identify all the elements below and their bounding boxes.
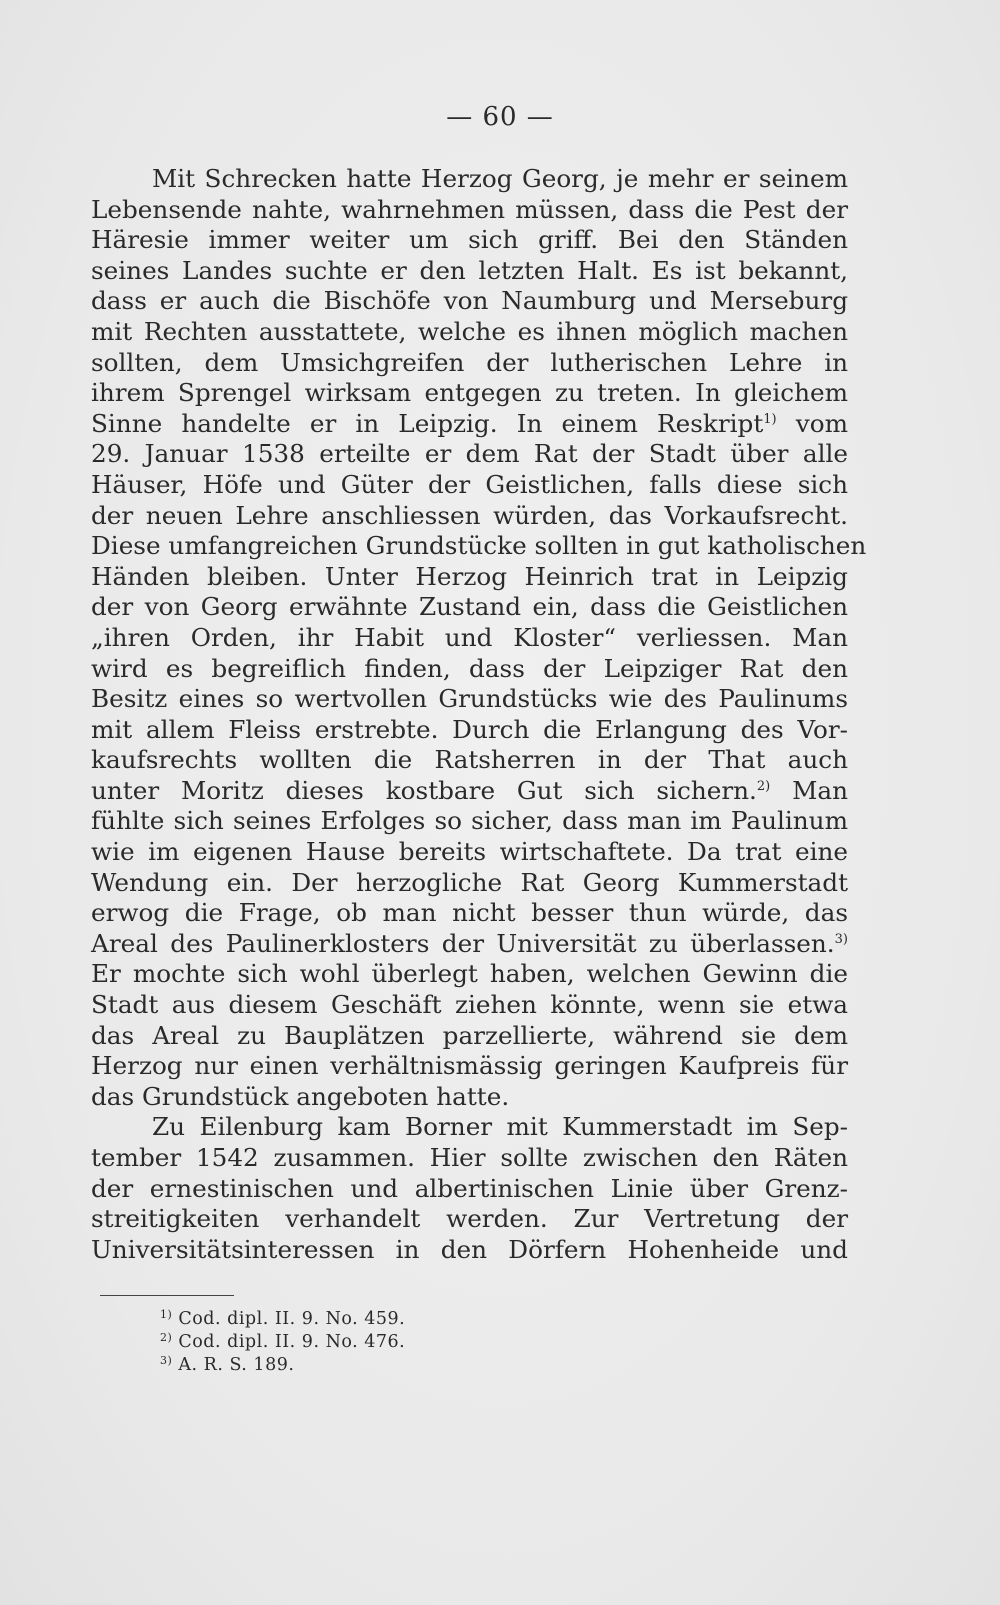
footnote-text: Cod. dipl. II. 9. No. 476. [178,1332,406,1352]
text-line: wie im eigenen Hause bereits wirtschaftete. Da trat eine [91,837,848,867]
text-line: das Grundstück angeboten hatte. [91,1081,510,1111]
text-line: Herzog nur einen verhältnismässig geringen Kaufpreis für [91,1051,848,1081]
text-line: der ernestinischen und albertinischen Linie über Grenz- [91,1173,848,1203]
text-line: ihrem Sprengel wirksam entgegen zu treten. In gleichem [91,378,848,408]
text-line: Zu Eilenburg kam Borner mit Kummerstadt im Sep- [152,1112,848,1142]
text-line: 29. Januar 1538 erteilte er dem Rat der Stadt über alle [91,439,848,469]
footnote-mark: 3) [160,1354,173,1367]
text-line-with-footnote-3 [91,929,848,960]
footnote-ref-2: 2) [756,778,771,794]
text-line: der neuen Lehre anschliessen würden, das Vorkaufsrecht. [91,500,848,530]
text-line: Stadt aus diesem Geschäft ziehen könnte, wenn sie etwa [91,990,848,1020]
footnote-ref-1: 1) [763,411,777,427]
text-segment: Sinne handelte er in Leipzig. In einem Reskript [91,408,764,438]
text-line: Häuser, Höfe und Güter der Geistlichen, falls diese sich [91,469,848,499]
footnote-divider [100,1295,234,1296]
footnote-mark: 2) [160,1331,173,1344]
body-text [91,164,867,1265]
text-line: Lebensende nahte, wahrnehmen müssen, dass die Pest der [91,194,848,224]
text-line: Diese umfangreichen Grundstücke sollten in gut katholischen [91,531,867,561]
text-line: erwog die Frage, ob man nicht besser thun würde, das [91,898,848,928]
text-line: Häresie immer weiter um sich griff. Bei den Ständen [91,225,848,255]
text-line: sollten, dem Umsichgreifen der lutherischen Lehre in [91,347,848,377]
footnote-1 [160,1308,580,1331]
text-line: das Areal zu Bauplätzen parzellierte, während sie dem [91,1020,848,1050]
text-line: Händen bleiben. Unter Herzog Heinrich trat in Leipzig [91,561,848,591]
text-line: fühlte sich seines Erfolges so sicher, dass man im Paulinum [91,806,848,836]
text-line: tember 1542 zusammen. Hier sollte zwischen den Räten [91,1143,848,1172]
page-number-header: — 60 — [446,102,554,132]
footnote-3 [160,1354,580,1377]
text-line: „ihren Orden, ihr Habit und Kloster“ verliessen. Man [91,622,848,652]
text-segment: vom [795,408,848,438]
text-line: streitigkeiten verhandelt werden. Zur Vertretung der [91,1204,848,1234]
footnotes [160,1308,580,1377]
text-line: Universitätsinteressen in den Dörfern Hohenheide und [91,1234,848,1264]
text-line: Er mochte sich wohl überlegt haben, welchen Gewinn die [91,959,848,989]
text-segment: Areal des Paulinerklosters der Universität zu überlassen. [91,928,835,958]
footnote-mark: 1) [160,1308,173,1321]
footnote-text: Cod. dipl. II. 9. No. 459. [178,1309,406,1329]
footnote-ref-3: 3) [834,931,848,947]
text-segment: unter Moritz dieses kostbare Gut sich sichern. [91,775,757,805]
text-line-with-footnote-2 [91,776,848,807]
text-line-with-footnote-1 [91,409,848,440]
text-line: wird es begreiflich finden, dass der Leipziger Rat den [91,653,848,683]
footnote-text: A. R. S. 189. [178,1355,295,1375]
text-line: mit Rechten ausstattete, welche es ihnen möglich machen [91,316,848,346]
text-line: seines Landes suchte er den letzten Halt. Es ist bekannt, [91,255,848,285]
text-line: dass er auch die Bischöfe von Naumburg und Merseburg [91,286,848,316]
text-segment: Man [792,775,848,805]
text-line: Wendung ein. Der herzogliche Rat Georg Kummerstadt [91,867,848,897]
text-line: Mit Schrecken hatte Herzog Georg, je mehr er seinem [152,164,848,193]
text-line: Besitz eines so wertvollen Grundstücks wie des Paulinums [91,684,848,714]
text-line: mit allem Fleiss erstrebte. Durch die Erlangung des Vor- [91,714,848,744]
text-line: kaufsrechts wollten die Ratsherren in der That auch [91,745,848,775]
footnote-2 [160,1331,580,1354]
text-line: der von Georg erwähnte Zustand ein, dass die Geistlichen [91,592,848,622]
